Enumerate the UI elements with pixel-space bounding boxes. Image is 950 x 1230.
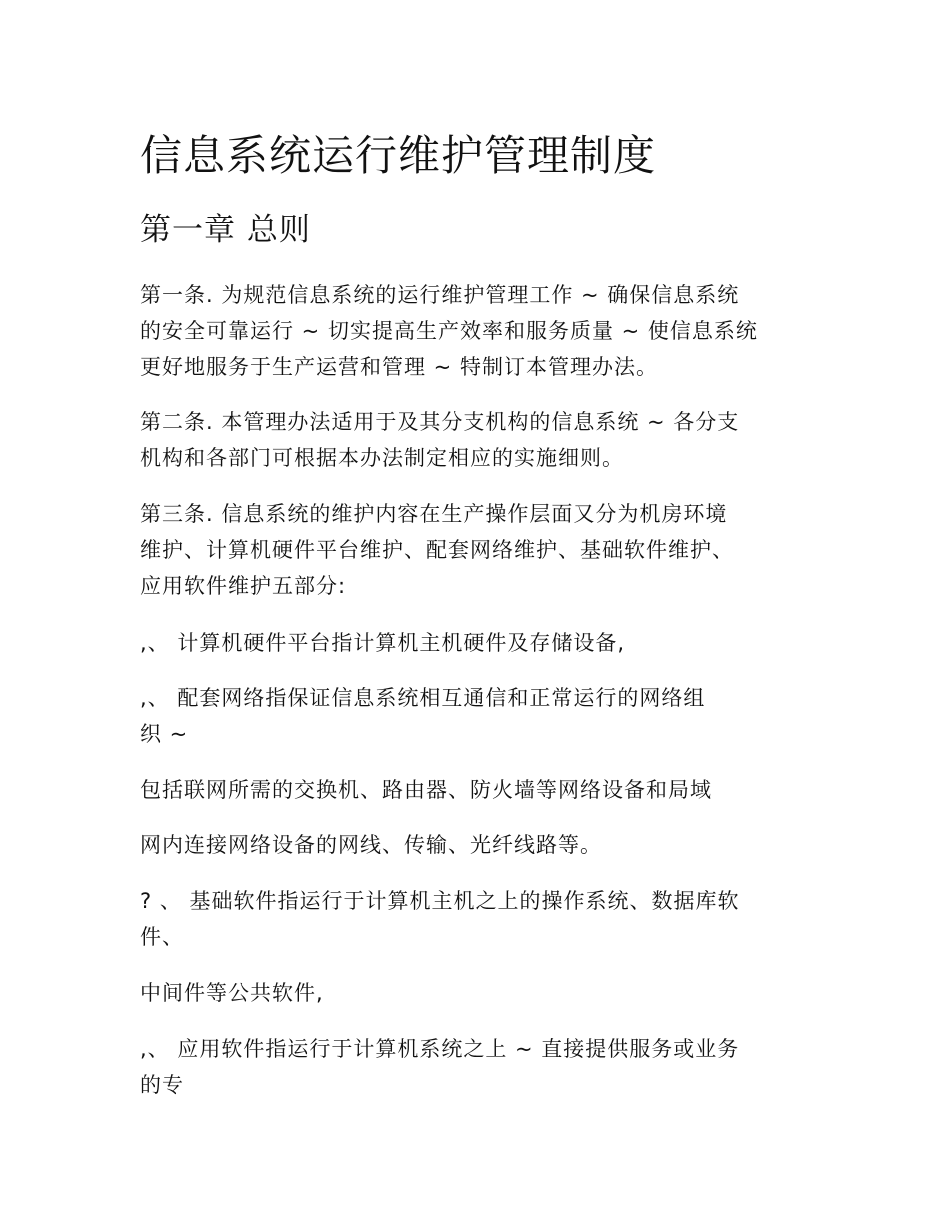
paragraph-line: ,、 配套网络指保证信息系统相互通信和正常运行的网络组 bbox=[140, 686, 706, 710]
paragraph-line: 的安全可靠运行 ~ 切实提高生产效率和服务质量 ~ 使信息系统 bbox=[140, 319, 758, 343]
paragraph-line: 更好地服务于生产运营和管理 ~ 特制订本管理办法。 bbox=[140, 355, 658, 379]
paragraph-line: 第一条. 为规范信息系统的运行维护管理工作 ~ 确保信息系统 bbox=[140, 283, 740, 307]
paragraph-line: 第三条. 信息系统的维护内容在生产操作层面又分为机房环境 bbox=[140, 502, 728, 526]
paragraph-article-1 bbox=[140, 277, 810, 385]
paragraph-line: 维护、计算机硬件平台维护、配套网络维护、基础软件维护、 bbox=[140, 538, 734, 562]
document-title: 信息系统运行维护管理制度 bbox=[140, 131, 657, 180]
paragraph-line: ? 、 基础软件指运行于计算机主机之上的操作系统、数据库软 bbox=[140, 889, 740, 913]
paragraph-middleware bbox=[140, 975, 810, 1011]
paragraph-line: ,、 应用软件指运行于计算机系统之上 ~ 直接提供服务或业务 bbox=[140, 1037, 740, 1061]
paragraph-line: 中间件等公共软件, bbox=[140, 981, 324, 1005]
paragraph-line: 的专 bbox=[140, 1073, 184, 1097]
paragraph-line: 网内连接网络设备的网线、传输、光纤线路等。 bbox=[140, 833, 602, 857]
paragraph-line: 应用软件维护五部分: bbox=[140, 574, 347, 598]
paragraph-article-2 bbox=[140, 404, 810, 476]
paragraph-line: 织 ~ bbox=[140, 722, 189, 746]
paragraph-line: 第二条. 本管理办法适用于及其分支机构的信息系统 ~ 各分支 bbox=[140, 410, 740, 434]
paragraph-line: 包括联网所需的交换机、路由器、防火墙等网络设备和局域 bbox=[140, 778, 712, 802]
paragraph-network-lines bbox=[140, 827, 810, 863]
list-item-network bbox=[140, 680, 810, 752]
chapter-heading: 第一章 总则 bbox=[140, 212, 311, 248]
paragraph-article-3 bbox=[140, 496, 810, 604]
paragraph-line: ,、 计算机硬件平台指计算机主机硬件及存储设备, bbox=[140, 631, 626, 655]
paragraph-line: 机构和各部门可根据本办法制定相应的实施细则。 bbox=[140, 446, 624, 470]
paragraph-line: 件、 bbox=[140, 925, 184, 949]
list-item-application-software bbox=[140, 1031, 810, 1103]
list-item-hardware bbox=[140, 625, 810, 661]
paragraph-network-devices bbox=[140, 772, 810, 808]
list-item-base-software bbox=[140, 883, 810, 955]
